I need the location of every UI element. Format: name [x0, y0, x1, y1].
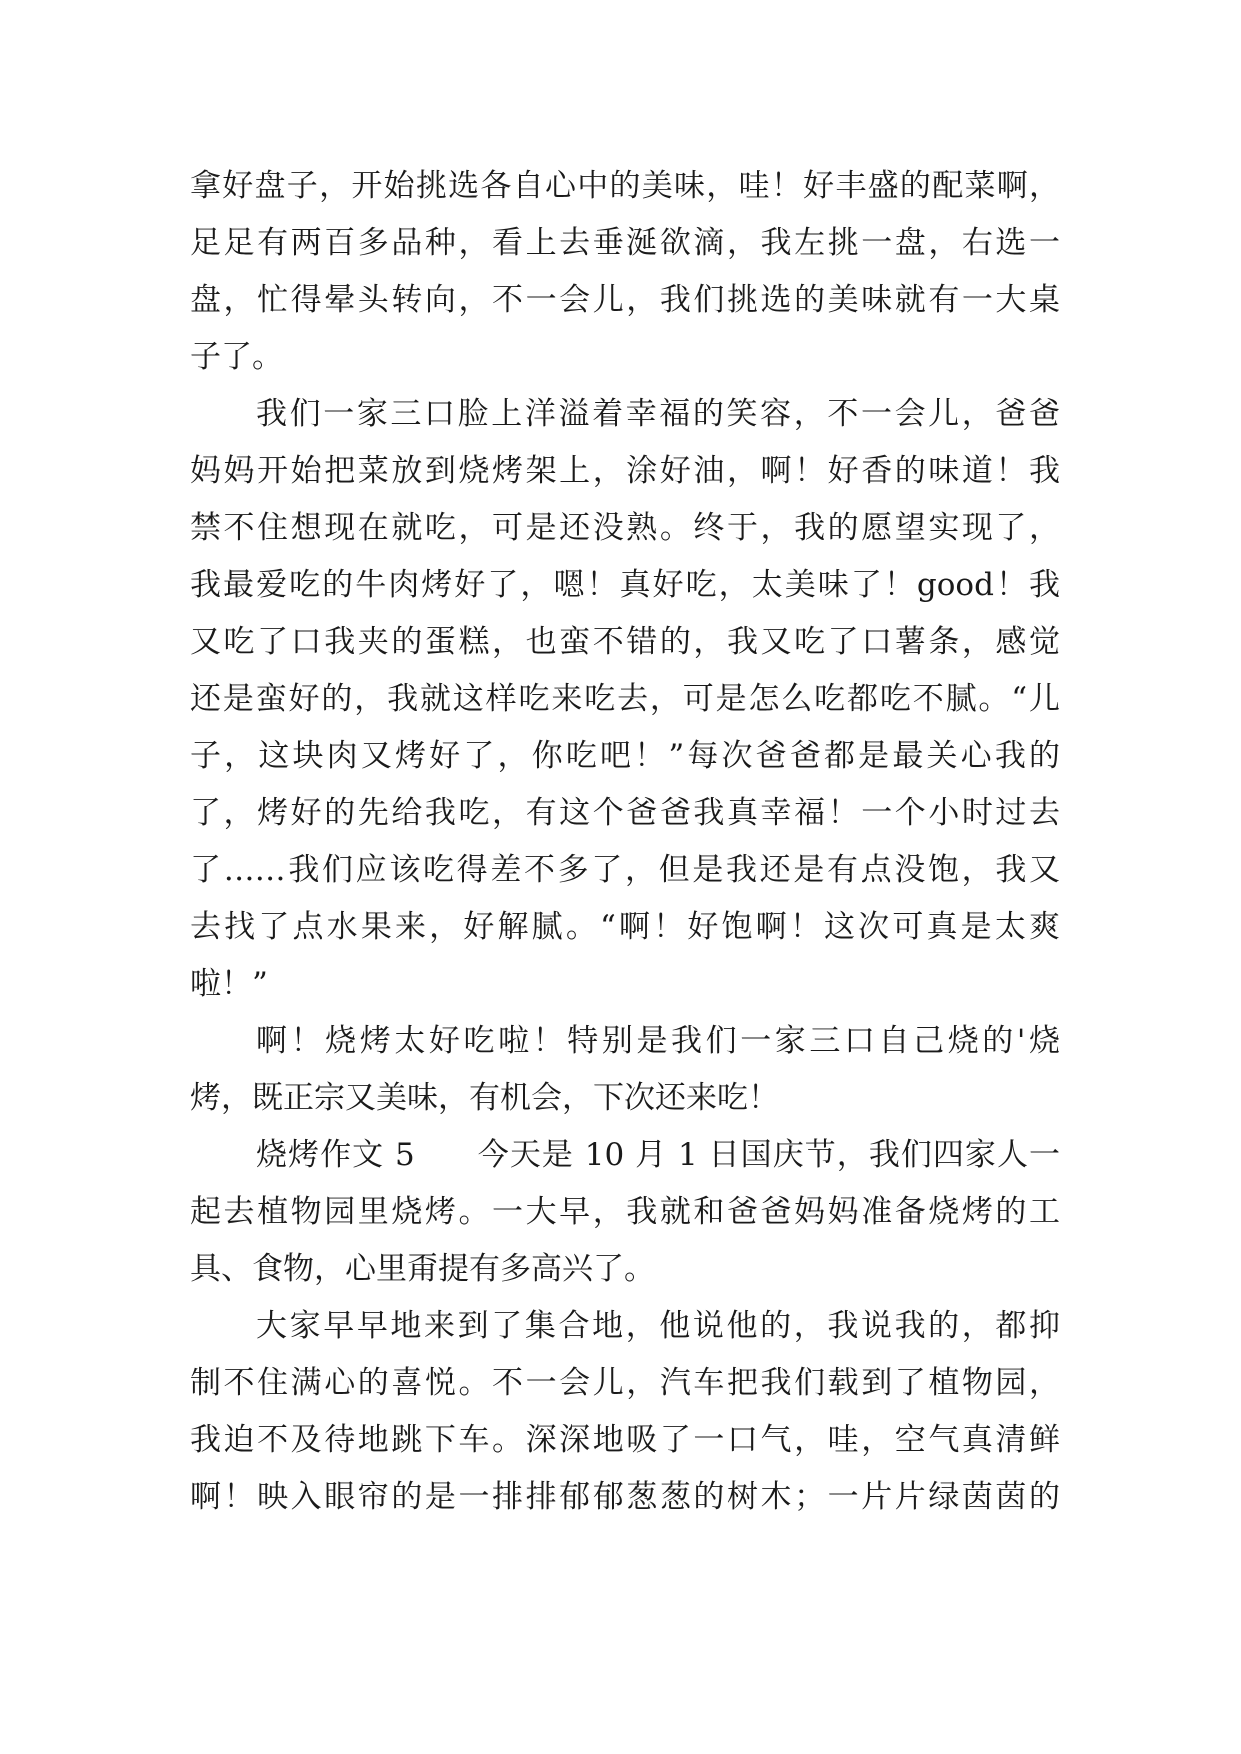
text-line: 又吃了口我夹的蛋糕，也蛮不错的，我又吃了口薯条，感觉	[190, 624, 1060, 660]
text-line: 拿好盘子，开始挑选各自心中的美味，哇！好丰盛的配菜啊，	[190, 168, 1060, 204]
text-line: 子，这块肉又烤好了，你吃吧！”每次爸爸都是最关心我的	[190, 738, 1060, 774]
text-line: 了……我们应该吃得差不多了，但是我还是有点没饱，我又	[190, 852, 1060, 888]
text-line: 具、食物，心里甭提有多高兴了。	[190, 1251, 655, 1287]
text-line: 了，烤好的先给我吃，有这个爸爸我真幸福！一个小时过去	[190, 795, 1060, 831]
text-line: 我们一家三口脸上洋溢着幸福的笑容，不一会儿，爸爸	[256, 396, 1060, 432]
text-line: 今天是 10 月 1 日国庆节，我们四家人一	[476, 1137, 1060, 1173]
text-line: 大家早早地来到了集合地，他说他的，我说我的，都抑	[256, 1308, 1060, 1344]
text-line: 我最爱吃的牛肉烤好了，嗯！真好吃，太美味了！good！我	[190, 567, 1060, 603]
text-line: 起去植物园里烧烤。一大早，我就和爸爸妈妈准备烧烤的工	[190, 1194, 1060, 1230]
paragraph-2	[190, 386, 1060, 1013]
text-line: 足足有两百多品种，看上去垂涎欲滴，我左挑一盘，右选一	[190, 225, 1060, 261]
paragraph-4	[190, 1127, 1060, 1298]
text-line: 啊！烧烤太好吃啦！特别是我们一家三口自己烧的'烧	[256, 1023, 1060, 1059]
text-line: 妈妈开始把菜放到烧烤架上，涂好油，啊！好香的味道！我	[190, 453, 1060, 489]
essay-body	[190, 158, 1060, 1526]
text-line: 啦！”	[190, 966, 268, 1002]
text-line: 我迫不及待地跳下车。深深地吸了一口气，哇，空气真清鲜	[190, 1422, 1060, 1458]
text-line: 烤，既正宗又美味，有机会，下次还来吃！	[190, 1080, 779, 1116]
text-line: 制不住满心的喜悦。不一会儿，汽车把我们载到了植物园，	[190, 1365, 1060, 1401]
heading-line	[190, 1127, 1060, 1184]
section-heading: 烧烤作文 5	[256, 1137, 415, 1173]
text-line: 去找了点水果来，好解腻。“啊！好饱啊！这次可真是太爽	[190, 909, 1060, 945]
text-line: 盘，忙得晕头转向，不一会儿，我们挑选的美味就有一大桌	[190, 282, 1060, 318]
text-line: 还是蛮好的，我就这样吃来吃去，可是怎么吃都吃不腻。“儿	[190, 681, 1060, 717]
text-line: 禁不住想现在就吃，可是还没熟。终于，我的愿望实现了，	[190, 510, 1060, 546]
paragraph-3	[190, 1013, 1060, 1127]
text-line: 子了。	[190, 339, 283, 375]
text-line: 啊！映入眼帘的是一排排郁郁葱葱的树木；一片片绿茵茵的	[190, 1479, 1060, 1515]
paragraph-5	[190, 1298, 1060, 1526]
paragraph-1	[190, 158, 1060, 386]
